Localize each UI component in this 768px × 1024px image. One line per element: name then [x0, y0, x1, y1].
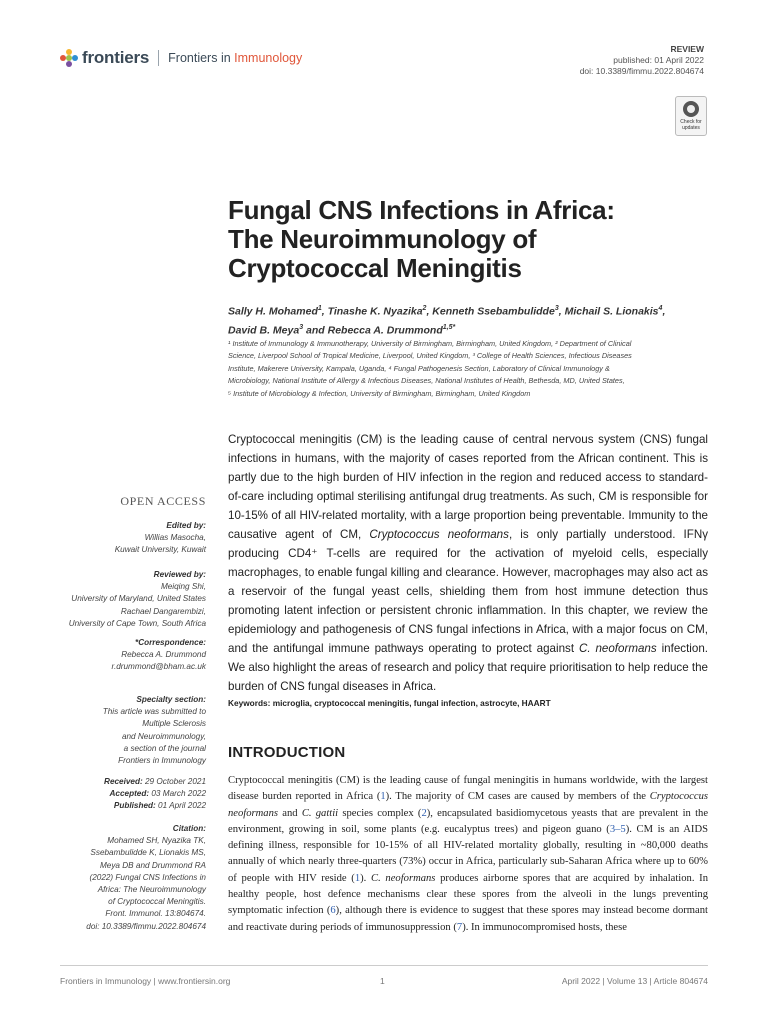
check-for-updates-button[interactable]: [675, 96, 707, 136]
footer-divider: [60, 965, 708, 966]
correspondence-email[interactable]: r.drummond@bham.ac.uk: [111, 662, 206, 672]
frontiers-logo-icon: [60, 49, 78, 67]
frontiers-logo[interactable]: [60, 48, 302, 68]
reference-link[interactable]: 1: [354, 872, 361, 884]
author[interactable]: Sally H. Mohamed: [228, 305, 318, 318]
specialty-section: Specialty section: This article was submitted to Multiple Sclerosis and Neuroimmunology, a section of the journal Frontiers in Immunology: [102, 695, 206, 766]
brand-name: frontiers: [82, 48, 150, 67]
affiliations: ¹ Institute of Immunology & Immunotherapy, University of Birmingham, Birmingham, United Kingdom, ² Department of Clinical Science, Liverpool School of Tropical Medicine, Liverpool, United Kingdom, ³ College of Health Sciences, Infectious Diseases Institute, Makerere University, Kampala, Uganda, ⁴ Fungal Pathogenesis Section, Laboratory of Clinical Immunology & Microbiology, National Institute of Allergy & Infectious Diseases, National Institutes of Health, Bethesda, MD, United States, ⁵ Institute of Microbiology & Infection, University of Birmingham, Birmingham, United Kingdom: [228, 339, 632, 398]
title-line: The Neuroimmunology of: [228, 224, 537, 254]
page-number: 1: [380, 976, 385, 986]
published-date: published: 01 April 2022: [613, 55, 704, 65]
correspondence: *Correspondence: Rebecca A. Drummond r.drummond@bham.ac.uk: [40, 637, 206, 674]
citation-doi[interactable]: doi: 10.3389/fimmu.2022.804674: [86, 921, 206, 931]
title-line: Fungal CNS Infections in Africa:: [228, 195, 615, 225]
introduction-text: Cryptococcal meningitis (CM) is the leading cause of fungal meningitis in humans worldwide, with the largest disease burden reported in Africa (1). The majority of CM cases are caused by members of the Cryptococcus neoformans and C. gattii species complex (2), encapsulated basidiomycetous yeasts that are prevalent in the environment, growing in soil, some plants (e.g. eucalyptus trees) and pigeon guano (3–5). CM is an AIDS defining illness, responsible for 10-15% of all HIV-related mortality globally, resulting in ~80,000 deaths annually of which nearly three-quarters (73%) occur in Africa, particularly sub-Saharan Africa where up to 60% of people with HIV reside (1). C. neoformans produces airborne spores that are acquired by inhalation. In healthy people, host defence mechanisms clear these spores from the alveoli in the lungs preventing symptomatic infection (6), although there is evidence to suggest that these spores may instead become dormant and reactivate during periods of immunosuppression (7). In immunocompromised hosts, these: [228, 775, 709, 933]
article-meta: [580, 44, 704, 77]
author[interactable]: Kenneth Ssebambulidde: [432, 305, 555, 318]
author[interactable]: Rebecca A. Drummond: [327, 324, 443, 336]
reviewed-by: Reviewed by: Meiqing Shi, University of Maryland, United States Rachael Dangarembizi, University of Cape Town, South Africa: [68, 570, 206, 628]
dates: Received: 29 October 2021 Accepted: 03 March 2022 Published: 01 April 2022: [104, 777, 206, 811]
check-updates-label: Check for updates: [680, 119, 702, 131]
section-heading-introduction: INTRODUCTION: [228, 744, 346, 761]
open-access-label: OPEN ACCESS: [120, 494, 206, 508]
author[interactable]: Tinashe K. Nyazika: [327, 305, 423, 318]
citation: Citation: Mohamed SH, Nyazika TK, Ssebambulidde K, Lionakis MS, Meya DB and Drummond RA (2022) Fungal CNS Infections in Africa: The Neuroimmunology of Cryptococcal Meningitis. Front. Immunol. 13:804674. doi: 10.3389/fimmu.2022.804674: [40, 823, 206, 933]
footer-volume-info: April 2022 | Volume 13 | Article 804674: [561, 976, 708, 986]
footer-journal-link[interactable]: Frontiers in Immunology | www.frontiersin.org: [60, 976, 231, 986]
logo-divider: [158, 50, 159, 66]
title-line: Cryptococcal Meningitis: [228, 253, 522, 283]
author[interactable]: Michail S. Lionakis: [564, 305, 659, 318]
reference-link[interactable]: 3–5: [609, 823, 626, 835]
article-title: [228, 196, 698, 283]
reference-link[interactable]: 7: [456, 921, 463, 933]
author-list: Sally H. Mohamed$^1$, Tinashe K. Nyazika$^2$, Kenneth Ssebambulidde$^3$, Michail S. Lionakis$^4$, David B. Meya$^3$ and Rebecca A. Drummond$^{1,5*}$: [228, 305, 666, 336]
article-doi[interactable]: doi: 10.3389/fimmu.2022.804674: [579, 66, 704, 76]
author[interactable]: David B. Meya: [228, 324, 300, 336]
check-updates-icon: [683, 101, 699, 117]
edited-by: Edited by: Willias Masocha, Kuwait University, Kuwait: [114, 521, 206, 555]
abstract: Cryptococcal meningitis (CM) is the leading cause of central nervous system (CNS) fungal infections in humans, with the majority of cases reported from the African continent. This is partly due to the high burden of HIV infection in the region and reduced access to standard-of-care including optimal sterilising antifungal drug treatments. As such, CM is responsible for 10-15% of all HIV-related mortality, with a large proportion being preventable. Immunity to the causative agent of CM, Cryptococcus neoformans, is only partially understood. IFNγ producing CD4⁺ T-cells are required for the activation of myeloid cells, especially macrophages, to enable fungal killing and clearance. However, macrophages may also act as a reservoir of the fungal yeast cells, shielding them from host immune detection thus promoting latent infection or persistent chronic inflammation. In this chapter, we review the epidemiology and pathogenesis of CNS fungal infections in Africa, with a major focus on CM, and the antifungal immune pathways operating to protect against C. neoformans infection. We also highlight the areas of research and policy that require prioritisation to help reduce the burden of CNS fungal diseases in Africa.: [228, 433, 709, 693]
keywords: Keywords: microglia, cryptococcal meningitis, fungal infection, astrocyte, HAART: [228, 698, 551, 708]
journal-name: Frontiers in Immunology: [168, 51, 303, 65]
reference-link[interactable]: 2: [421, 807, 427, 819]
article-type: REVIEW: [670, 44, 704, 54]
reference-link[interactable]: 6: [330, 905, 336, 917]
reference-link[interactable]: 1: [380, 791, 386, 803]
